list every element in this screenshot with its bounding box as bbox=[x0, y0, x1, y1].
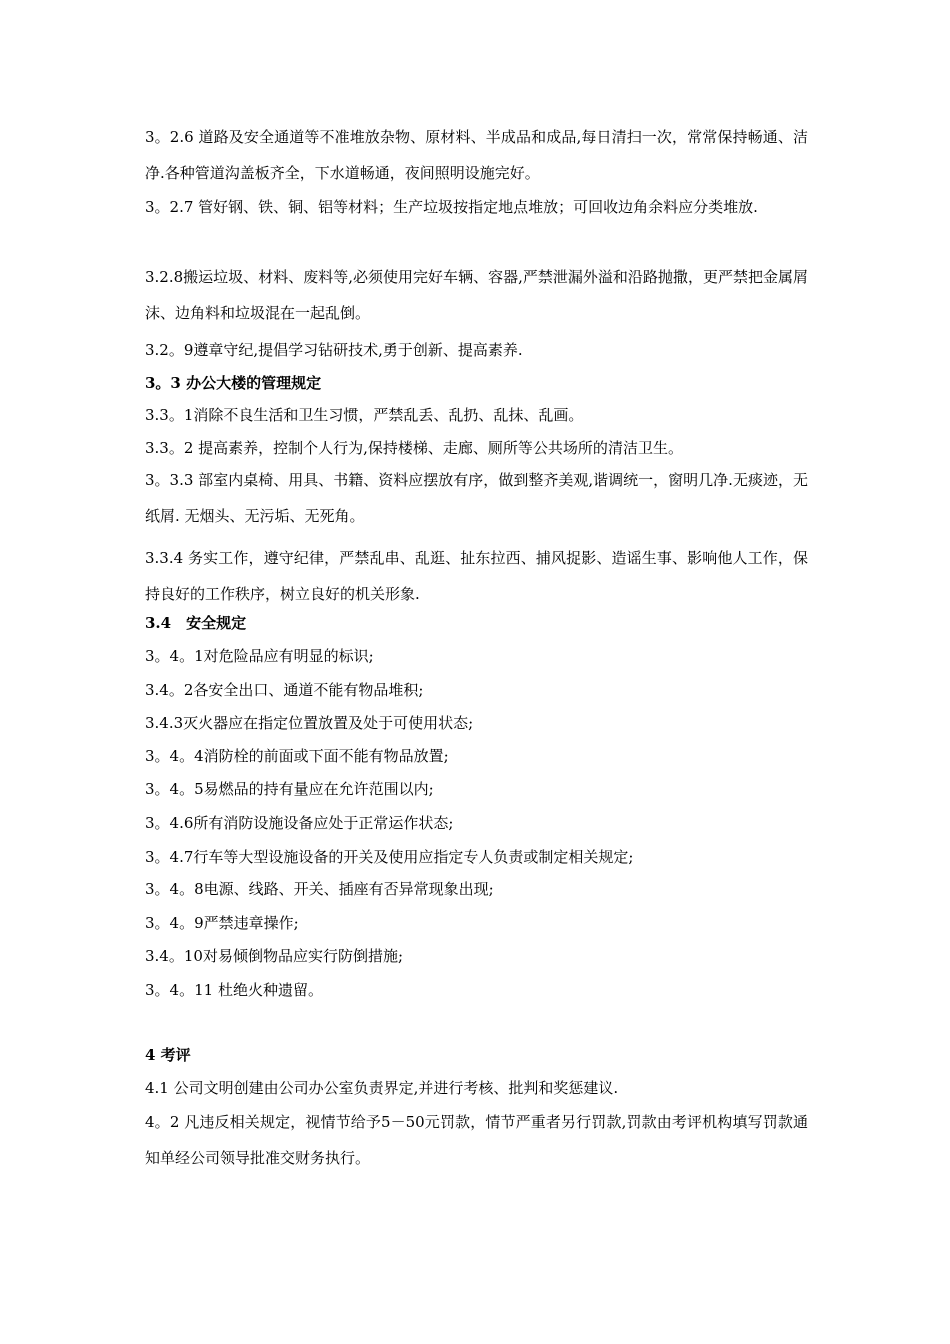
list-item-3-4-5: 3。4。5易燃品的持有量应在允许范围以内; bbox=[145, 780, 434, 798]
list-item-4-2: 4。2 凡违反相关规定，视情节给予5－50元罚款，情节严重者另行罚款,罚款由考评机构填写罚款通知单经公司领导批准交财务执行。 bbox=[145, 1113, 808, 1167]
list-item-3-4-7: 3。4.7行车等大型设施设备的开关及使用应指定专人负责或制定相关规定; bbox=[145, 848, 634, 866]
list-item-3-4-6: 3。4.6所有消防设施设备应处于正常运作状态; bbox=[145, 814, 454, 832]
paragraph-3-2-9: 3.2。9遵章守纪,提倡学习钻研技术,勇于创新、提高素养. bbox=[145, 341, 523, 359]
section-heading-4: 4 考评 bbox=[145, 1046, 191, 1064]
list-item-3-4-4: 3。4。4消防栓的前面或下面不能有物品放置; bbox=[145, 747, 449, 765]
list-item-3-3-1: 3.3。1消除不良生活和卫生习惯，严禁乱丢、乱扔、乱抹、乱画。 bbox=[145, 406, 584, 424]
list-item-3-3-4: 3.3.4 务实工作，遵守纪律，严禁乱串、乱逛、扯东拉西、捕风捉影、造谣生事、影响他人工作，保持良好的工作秩序，树立良好的机关形象. bbox=[145, 549, 808, 603]
section-heading-3-3: 3。3 办公大楼的管理规定 bbox=[145, 374, 322, 392]
paragraph-3-2-8: 3.2.8搬运垃圾、材料、废料等,必须使用完好车辆、容器,严禁泄漏外溢和沿路抛撒，更严禁把金属屑沫、边角料和垃圾混在一起乱倒。 bbox=[145, 268, 808, 322]
list-item-3-4-2: 3.4。2各安全出口、通道不能有物品堆积; bbox=[145, 681, 424, 699]
list-item-3-4-1: 3。4。1对危险品应有明显的标识; bbox=[145, 647, 374, 665]
list-item-3-4-8: 3。4。8电源、线路、开关、插座有否异常现象出现; bbox=[145, 880, 494, 898]
section-heading-3-4: 3.4 安全规定 bbox=[145, 614, 247, 632]
list-item-3-4-10: 3.4。10对易倾倒物品应实行防倒措施; bbox=[145, 947, 403, 965]
list-item-3-4-3: 3.4.3灭火器应在指定位置放置及处于可使用状态; bbox=[145, 714, 474, 732]
list-item-3-3-3: 3。3.3 部室内桌椅、用具、书籍、资料应摆放有序，做到整齐美观,谐调统一，窗明几净.无痰迹，无纸屑. 无烟头、无污垢、无死角。 bbox=[145, 471, 808, 525]
list-item-3-4-11: 3。4。11 杜绝火种遗留。 bbox=[145, 981, 323, 999]
list-item-3-3-2: 3.3。2 提高素养，控制个人行为,保持楼梯、走廊、厕所等公共场所的清洁卫生。 bbox=[145, 439, 683, 457]
list-item-3-4-9: 3。4。9严禁违章操作; bbox=[145, 914, 299, 932]
list-item-4-1: 4.1 公司文明创建由公司办公室负责界定,并进行考核、批判和奖惩建议. bbox=[145, 1079, 619, 1097]
paragraph-3-2-7: 3。2.7 管好钢、铁、铜、铝等材料；生产垃圾按指定地点堆放；可回收边角余料应分类堆放. bbox=[145, 198, 758, 216]
paragraph-3-2-6: 3。2.6 道路及安全通道等不准堆放杂物、原材料、半成品和成品,每日清扫一次，常常保持畅通、洁净.各种管道沟盖板齐全，下水道畅通，夜间照明设施完好。 bbox=[145, 128, 808, 182]
